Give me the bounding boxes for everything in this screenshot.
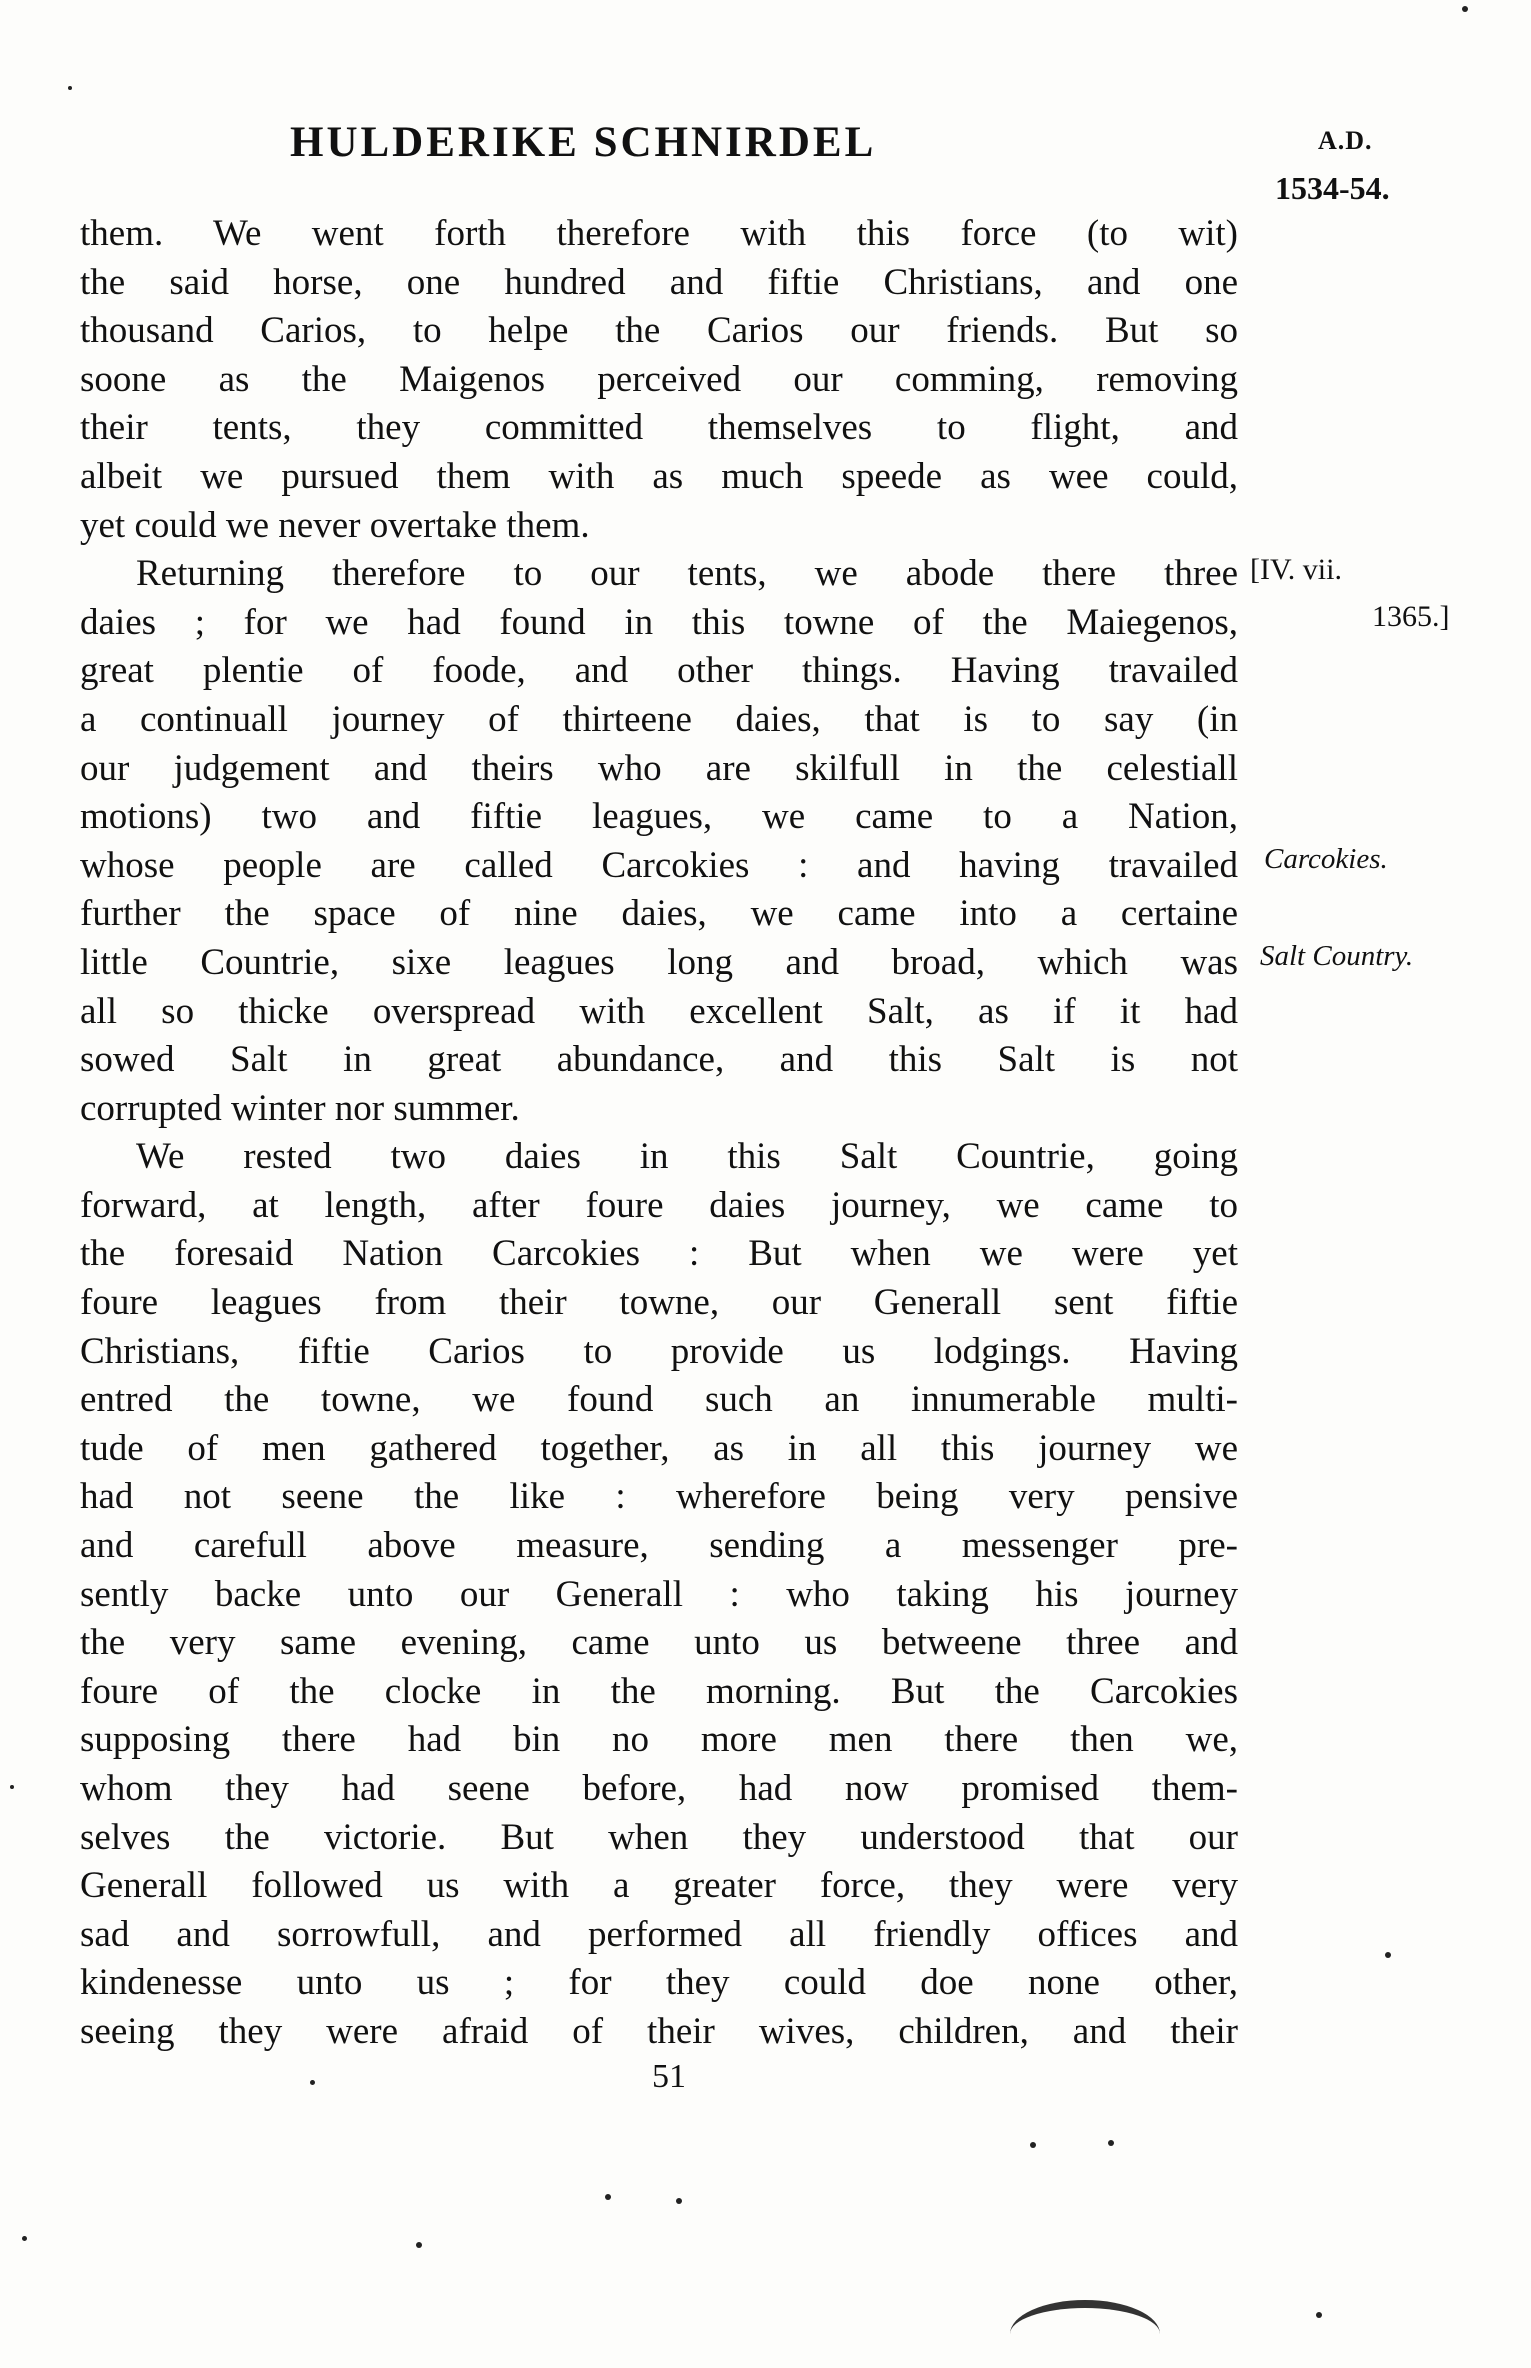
text-line: whose people are called Carcokies : and having travailed xyxy=(80,844,1238,886)
text-line: tude of men gathered together, as in all this journey we xyxy=(80,1427,1238,1469)
text-line: them. We went forth therefore with this force (to wit) xyxy=(80,213,1238,254)
text-line: soone as the Maigenos perceived our comming, removing xyxy=(80,358,1238,400)
text-line: forward, at length, after foure daies journey, we came to xyxy=(80,1184,1238,1226)
scan-speck xyxy=(1030,2142,1036,2148)
text-line: the very same evening, came unto us betweene three and xyxy=(80,1622,1238,1664)
text-line: the foresaid Nation Carcokies : But when we were yet xyxy=(80,1233,1238,1275)
text-line: little Countrie, sixe leagues long and broad, which was xyxy=(80,941,1238,983)
scan-speck xyxy=(10,1785,14,1789)
text-line: thousand Carios, to helpe the Carios our friends. But so xyxy=(80,310,1238,352)
text-line: all so thicke overspread with excellent Salt, as if it had xyxy=(80,990,1238,1032)
text-line: We rested two daies in this Salt Countrie, going xyxy=(136,1136,1238,1178)
running-head: HULDERIKE SCHNIRDEL xyxy=(290,119,877,166)
text-line: their tents, they committed themselves to flight, and xyxy=(80,407,1238,449)
margin-note-carcokies: Carcokies. xyxy=(1264,843,1388,875)
margin-reference-continued: 1365.] xyxy=(1372,600,1450,633)
text-line: our judgement and theirs who are skilfull in the celestiall xyxy=(80,747,1238,789)
text-line: sowed Salt in great abundance, and this Salt is not xyxy=(80,1039,1238,1081)
text-line: the said horse, one hundred and fiftie Christians, and one xyxy=(80,261,1238,303)
text-line: Returning therefore to our tents, we abode there three xyxy=(136,553,1238,595)
scan-speck xyxy=(1462,6,1468,12)
body-text xyxy=(80,210,1238,2057)
text-line: seeing they were afraid of their wives, children, and their xyxy=(80,2010,1238,2052)
scan-speck xyxy=(605,2194,611,2200)
text-line: sad and sorrowfull, and performed all friendly offices and xyxy=(80,1913,1238,1955)
text-line: and carefull above measure, sending a messenger pre- xyxy=(80,1525,1238,1567)
text-line: selves the victorie. But when they understood that our xyxy=(80,1816,1238,1858)
text-line: had not seene the like : wherefore being very pensive xyxy=(80,1476,1238,1518)
page-number: 51 xyxy=(652,2058,686,2095)
text-line: supposing there had bin no more men there then we, xyxy=(80,1719,1238,1761)
text-line: sently backe unto our Generall : who taking his journey xyxy=(80,1573,1238,1615)
text-line: kindenesse unto us ; for they could doe none other, xyxy=(80,1962,1238,2004)
margin-reference: [IV. vii. xyxy=(1250,553,1342,586)
scan-artifact-arc xyxy=(1010,2300,1160,2368)
scan-speck xyxy=(676,2198,682,2204)
scan-speck xyxy=(310,2080,315,2085)
era-label: A.D. xyxy=(1318,126,1373,155)
text-line: a continuall journey of thirteene daies, that is to say (in xyxy=(80,698,1238,740)
scan-speck xyxy=(1108,2140,1114,2146)
scan-speck xyxy=(68,86,72,90)
scan-speck xyxy=(1385,1952,1391,1958)
text-line: albeit we pursued them with as much speede as wee could, xyxy=(80,455,1238,497)
scan-speck xyxy=(416,2242,422,2248)
text-line: daies ; for we had found in this towne of the Maiegenos, xyxy=(80,601,1238,643)
text-line: Generall followed us with a greater force, they were very xyxy=(80,1865,1238,1907)
text-line: motions) two and fiftie leagues, we came to a Nation, xyxy=(80,796,1238,838)
scan-speck xyxy=(1316,2312,1322,2318)
text-line: corrupted winter nor summer. xyxy=(80,1087,520,1129)
text-line: further the space of nine daies, we came into a certaine xyxy=(80,893,1238,935)
text-line: entred the towne, we found such an innumerable multi- xyxy=(80,1379,1238,1421)
scan-speck xyxy=(22,2236,27,2241)
text-line: yet could we never overtake them. xyxy=(80,504,590,546)
text-line: whom they had seene before, had now promised them- xyxy=(80,1768,1238,1809)
text-line: foure of the clocke in the morning. But the Carcokies xyxy=(80,1670,1238,1712)
margin-note-salt-country: Salt Country. xyxy=(1260,940,1414,972)
text-line: Christians, fiftie Carios to provide us lodgings. Having xyxy=(80,1330,1238,1372)
text-line: great plentie of foode, and other things. Having travailed xyxy=(80,650,1238,692)
text-line: foure leagues from their towne, our Generall sent fiftie xyxy=(80,1282,1238,1324)
year-range: 1534-54. xyxy=(1275,170,1390,206)
